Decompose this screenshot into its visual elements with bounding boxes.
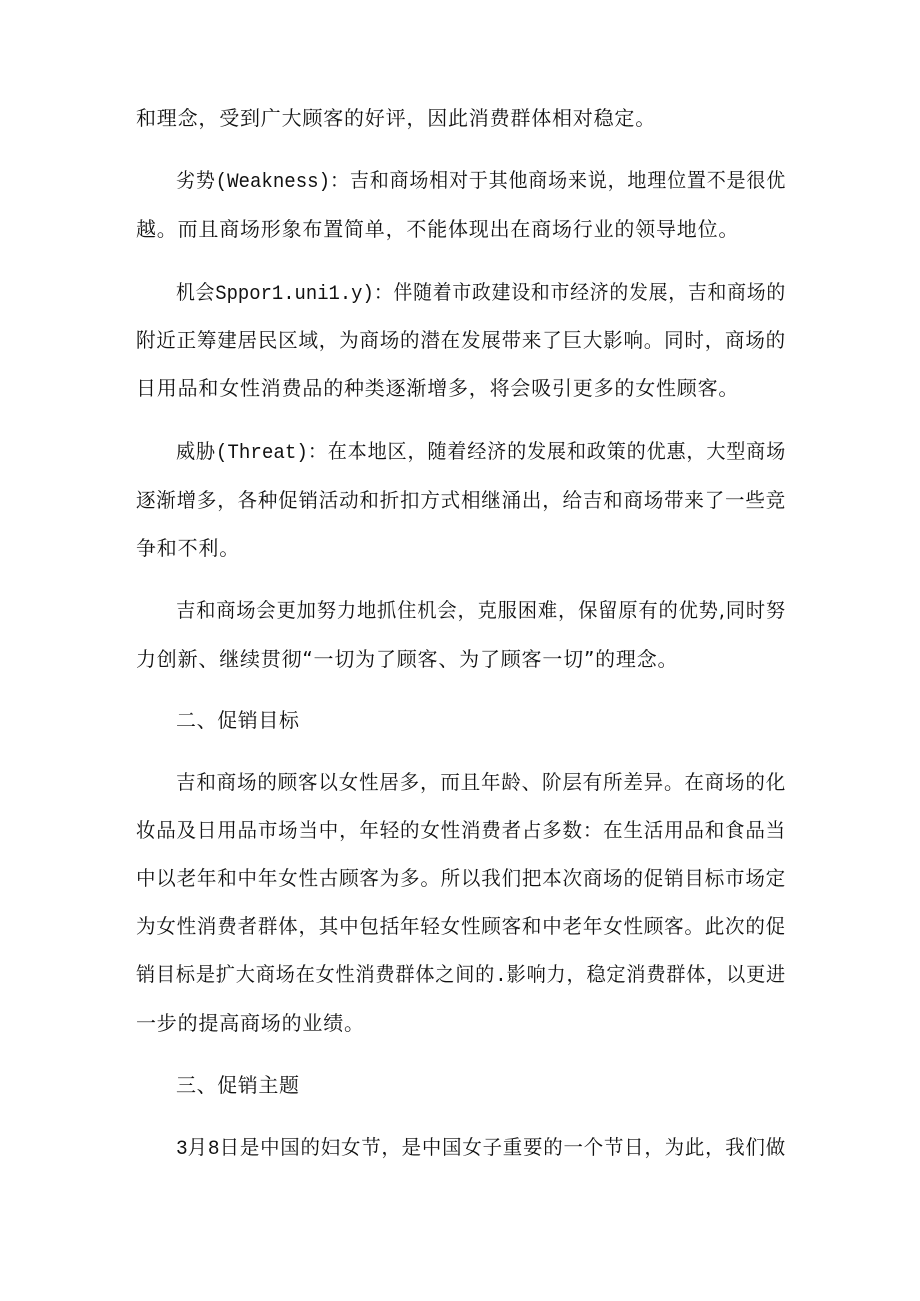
paragraph-text: 销目标是扩大商场在女性消费群体之间的.影响力，稳定消费群体，以更进 — [136, 962, 786, 988]
paragraph-5-line-1 — [0, 600, 920, 626]
paragraph-text: 威胁(Threat)：在本地区，随着经济的发展和政策的优惠，大型商场 — [176, 439, 787, 465]
paragraph-5-line-2 — [0, 649, 920, 675]
paragraph-text: 争和不利。 — [136, 536, 240, 560]
section-heading-text: 三、促销主题 — [176, 1073, 300, 1097]
section-heading-promotion-theme — [0, 1075, 920, 1101]
paragraph-text: 3月8日是中国的妇女节，是中国女子重要的一个节日，为此，我们做 — [176, 1135, 787, 1161]
paragraph-text: 机会Sppor1.uni1.y)：伴随着市政建设和市经济的发展，吉和商场的 — [176, 280, 786, 306]
paragraph-text: 和理念，受到广大顾客的好评，因此消费群体相对稳定。 — [136, 106, 656, 130]
paragraph-7-line-1 — [0, 1137, 920, 1163]
paragraph-text: 越。而且商场形象布置简单，不能体现出在商场行业的领导地位。 — [136, 217, 740, 241]
section-heading-text: 二、促销目标 — [176, 708, 300, 732]
paragraph-3-line-1 — [0, 282, 920, 308]
paragraph-6-line-1 — [0, 772, 920, 798]
latin-run: (Weakness) — [215, 171, 331, 194]
paragraph-4-line-2 — [0, 490, 920, 516]
paragraph-text: 附近正筹建居民区域，为商场的潜在发展带来了巨大影响。同时，商场的 — [136, 328, 786, 352]
paragraph-6-line-3 — [0, 868, 920, 894]
latin-run: . — [495, 965, 507, 988]
paragraph-text: 吉和商场的顾客以女性居多，而且年龄、阶层有所差异。在商场的化 — [176, 770, 787, 794]
paragraph-text: 日用品和女性消费品的种类逐渐增多，将会吸引更多的女性顾客。 — [136, 376, 740, 400]
paragraph-text: 劣势(Weakness)：吉和商场相对于其他商场来说，地理位置不是很优 — [176, 168, 787, 194]
paragraph-text: 吉和商场会更加努力地抓住机会，克服困难，保留原有的优势,同时努 — [176, 598, 787, 622]
latin-run: 8 — [207, 1138, 220, 1161]
paragraph-2-line-2 — [0, 219, 920, 245]
paragraph-text: 中以老年和中年女性古顾客为多。所以我们把本次商场的促销目标市场定 — [136, 866, 786, 890]
section-heading-promotion-goal — [0, 710, 920, 736]
paragraph-6-line-2 — [0, 820, 920, 846]
paragraph-6-line-6 — [0, 1013, 920, 1039]
paragraph-3-line-2 — [0, 330, 920, 356]
paragraph-text: 一步的提高商场的业绩。 — [136, 1011, 365, 1035]
latin-run: 3 — [176, 1138, 188, 1161]
paragraph-4-line-3 — [0, 538, 920, 564]
latin-run: (Threat) — [215, 442, 308, 465]
paragraph-1-line-1 — [0, 108, 920, 134]
paragraph-4-line-1 — [0, 441, 920, 467]
paragraph-6-line-5 — [0, 964, 920, 990]
paragraph-text: 为女性消费者群体，其中包括年轻女性顾客和中老年女性顾客。此次的促 — [136, 914, 786, 938]
paragraph-2-line-1 — [0, 170, 920, 196]
paragraph-text: 力创新、继续贯彻“一切为了顾客、为了顾客一切”的理念。 — [136, 647, 679, 671]
latin-run: Sppor1.uni1.y) — [215, 283, 374, 306]
paragraph-text: 妆品及日用品市场当中，年轻的女性消费者占多数：在生活用品和食品当 — [136, 818, 786, 842]
paragraph-3-line-3 — [0, 378, 920, 404]
paragraph-text: 逐渐增多，各种促销活动和折扣方式相继涌出，给吉和商场带来了一些竞 — [136, 488, 786, 512]
paragraph-6-line-4 — [0, 916, 920, 942]
